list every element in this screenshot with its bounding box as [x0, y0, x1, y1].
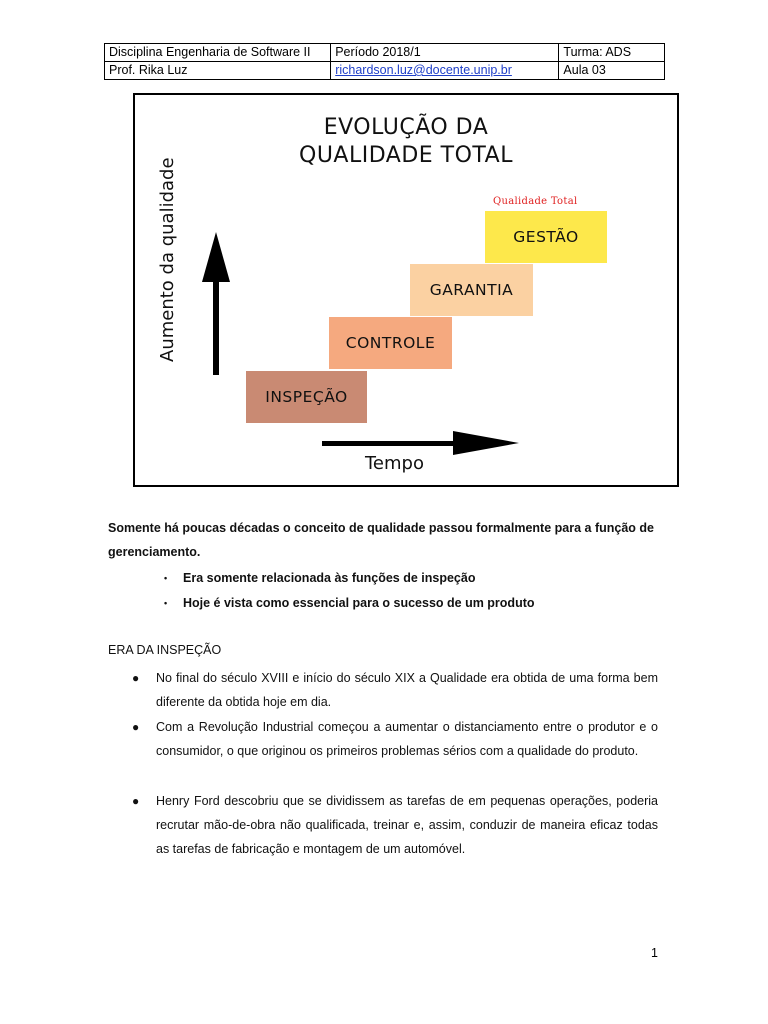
section-title: ERA DA INSPEÇÃO [108, 643, 222, 657]
top-caption: Qualidade Total [493, 196, 578, 207]
discipline-cell: Disciplina Engenharia de Software II [105, 44, 331, 62]
horizontal-arrow-head [453, 431, 519, 455]
step-label: CONTROLE [345, 334, 436, 352]
intro-bullet-text: Hoje é vista como essencial para o sucesso de um produto [183, 596, 535, 610]
step-gestao [485, 211, 607, 263]
lesson-cell: Aula 03 [559, 62, 665, 80]
email-cell [331, 62, 559, 80]
intro-bullet [164, 591, 535, 615]
page-number: 1 [651, 946, 658, 960]
section-bullet [132, 715, 658, 763]
class-cell: Turma: ADS [559, 44, 665, 62]
step-controle [329, 317, 452, 369]
vertical-arrow-shaft [213, 277, 219, 375]
horizontal-arrow-shaft [322, 441, 472, 446]
intro-paragraph: Somente há poucas décadas o conceito de qualidade passou formalmente para a função de gerenciamento. [108, 521, 654, 559]
section-bullet [132, 789, 658, 861]
vertical-arrow-head [202, 232, 230, 282]
section-bullet-text: No final do século XVIII e início do século XIX a Qualidade era obtida de uma forma bem diferente da obtida hoje em dia. [156, 671, 658, 709]
step-garantia [410, 264, 533, 316]
bullet-dot-icon: ● [132, 720, 140, 734]
x-axis-label: Tempo [365, 453, 424, 474]
email-link[interactable]: richardson.luz@docente.unip.br [335, 63, 512, 77]
figure-title-line2: QUALIDADE TOTAL [299, 143, 513, 168]
intro-bullet-text: Era somente relacionada às funções de inspeção [183, 571, 476, 585]
step-inspecao [246, 371, 367, 423]
period-cell: Período 2018/1 [331, 44, 559, 62]
section-bullet-text: Henry Ford descobriu que se dividissem as tarefas de em pequenas operações, poderia recrutar mão-de-obra não qualificada, treinar e, assim, conduzir de maneira eficaz todas as tarefas de fabricação e montagem de um automóvel. [156, 794, 658, 856]
quality-evolution-figure [133, 93, 679, 487]
bullet-dot-icon: ● [132, 794, 140, 808]
section-bullet [132, 666, 658, 714]
step-label: GARANTIA [429, 281, 514, 299]
intro-bullet [164, 566, 476, 590]
professor-cell: Prof. Rika Luz [105, 62, 331, 80]
header-table [104, 43, 665, 80]
bullet-dot-icon: • [164, 573, 168, 583]
y-axis-label: Aumento da qualidade [157, 157, 178, 362]
section-bullet-text: Com a Revolução Industrial começou a aumentar o distanciamento entre o produtor e o consumidor, o que originou os primeiros problemas sérios com a qualidade do produto. [156, 720, 658, 758]
step-label: INSPEÇÃO [265, 388, 348, 406]
bullet-dot-icon: • [164, 598, 168, 608]
figure-title-line1: EVOLUÇÃO DA [323, 115, 489, 140]
step-label: GESTÃO [513, 228, 579, 246]
bullet-dot-icon: ● [132, 671, 140, 685]
